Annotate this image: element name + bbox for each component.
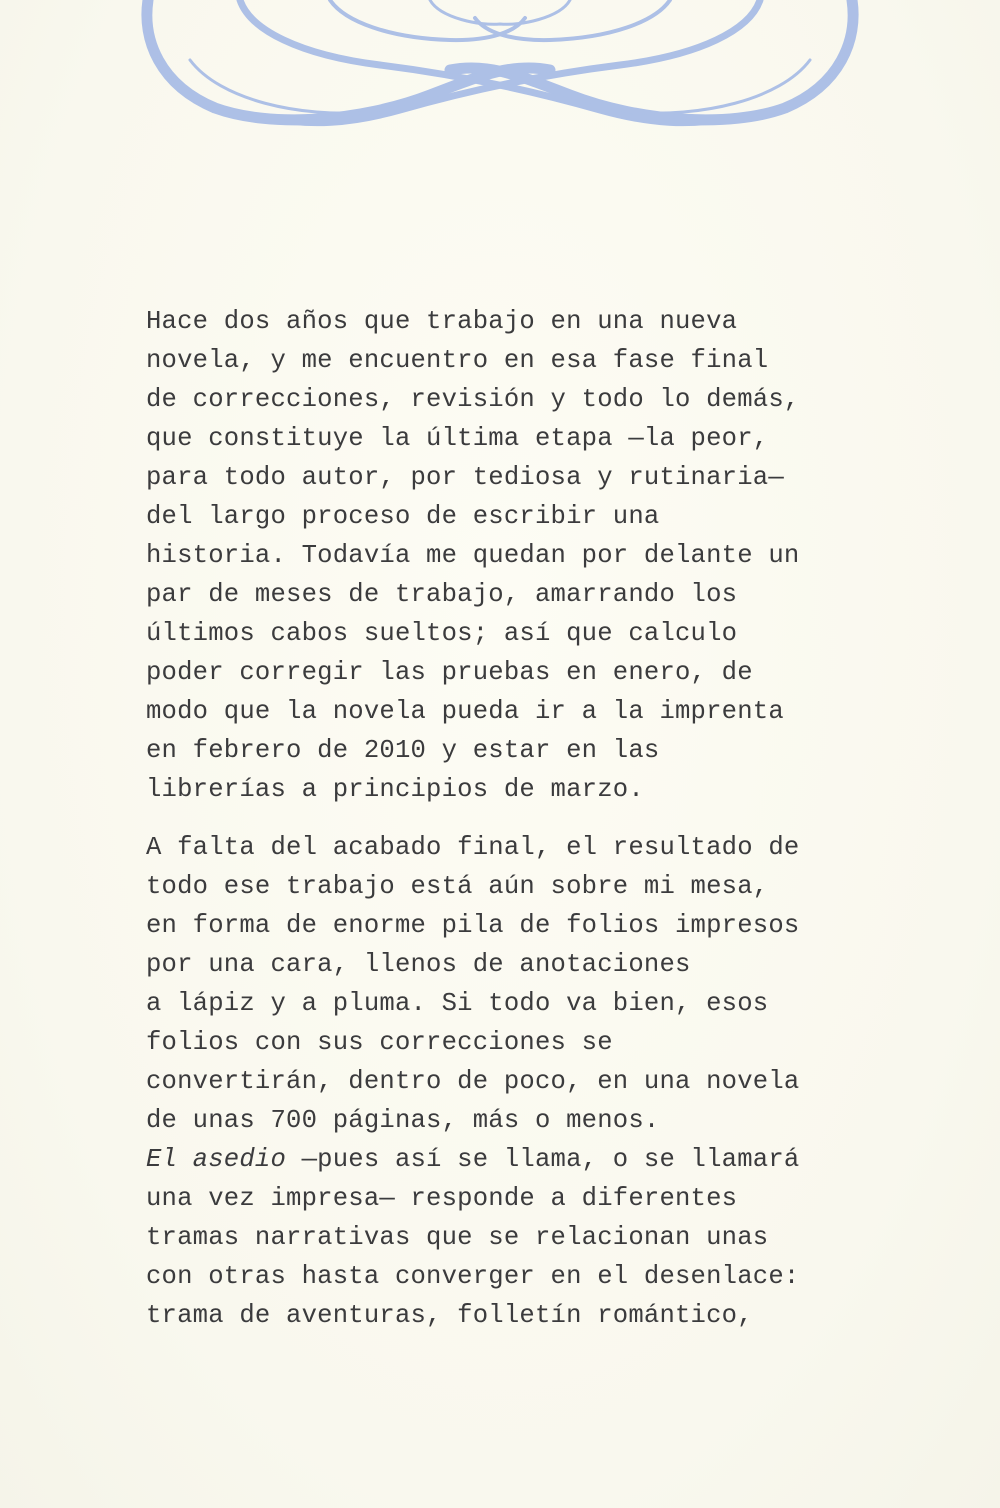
paragraph-1 bbox=[146, 302, 906, 809]
text-line: historia. Todavía me quedan por delante un bbox=[146, 541, 800, 570]
text-line: a lápiz y a pluma. Si todo va bien, esos bbox=[146, 988, 769, 1018]
paragraph-2 bbox=[146, 828, 906, 1335]
text-line: par de meses de trabajo, amarrando los bbox=[146, 580, 738, 609]
text-line: que constituye la última etapa —la peor, bbox=[146, 424, 769, 453]
text-line: últimos cabos sueltos; así que calculo bbox=[146, 619, 738, 648]
body-text bbox=[146, 302, 906, 1335]
text-line: librerías a principios de marzo. bbox=[146, 775, 644, 804]
text-line: todo ese trabajo está aún sobre mi mesa, bbox=[146, 871, 769, 901]
text-line: una vez impresa— responde a diferentes bbox=[146, 1183, 738, 1213]
text-line: modo que la novela pueda ir a la imprenta bbox=[146, 697, 784, 726]
text-line: de correcciones, revisión y todo lo demás, bbox=[146, 385, 800, 414]
text-line: con otras hasta converger en el desenlace: bbox=[146, 1261, 800, 1291]
text-line: para todo autor, por tediosa y rutinaria— bbox=[146, 463, 784, 492]
text-line: convertirán, dentro de poco, en una novela bbox=[146, 1066, 800, 1096]
text-line: de unas 700 páginas, más o menos. bbox=[146, 1105, 660, 1135]
text-line: por una cara, llenos de anotaciones bbox=[146, 949, 691, 979]
text-line: A falta del acabado final, el resultado de bbox=[146, 832, 800, 862]
text-line: Hace dos años que trabajo en una nueva bbox=[146, 307, 738, 336]
text-line: folios con sus correcciones se bbox=[146, 1027, 613, 1057]
calligraphic-flourish-icon bbox=[130, 0, 870, 140]
text-line: trama de aventuras, folletín romántico, bbox=[146, 1300, 753, 1330]
text-line: poder corregir las pruebas en enero, de bbox=[146, 658, 753, 687]
text-line: en febrero de 2010 y estar en las bbox=[146, 736, 660, 765]
text-fragment: —pues así se llama, o se llamará bbox=[286, 1144, 800, 1174]
text-line: tramas narrativas que se relacionan unas bbox=[146, 1222, 769, 1252]
book-title: El asedio bbox=[146, 1144, 287, 1174]
text-line: del largo proceso de escribir una bbox=[146, 502, 660, 531]
text-line: novela, y me encuentro en esa fase final bbox=[146, 346, 769, 375]
text-line: en forma de enorme pila de folios impresos bbox=[146, 910, 800, 940]
text-line-with-title bbox=[146, 1140, 906, 1179]
